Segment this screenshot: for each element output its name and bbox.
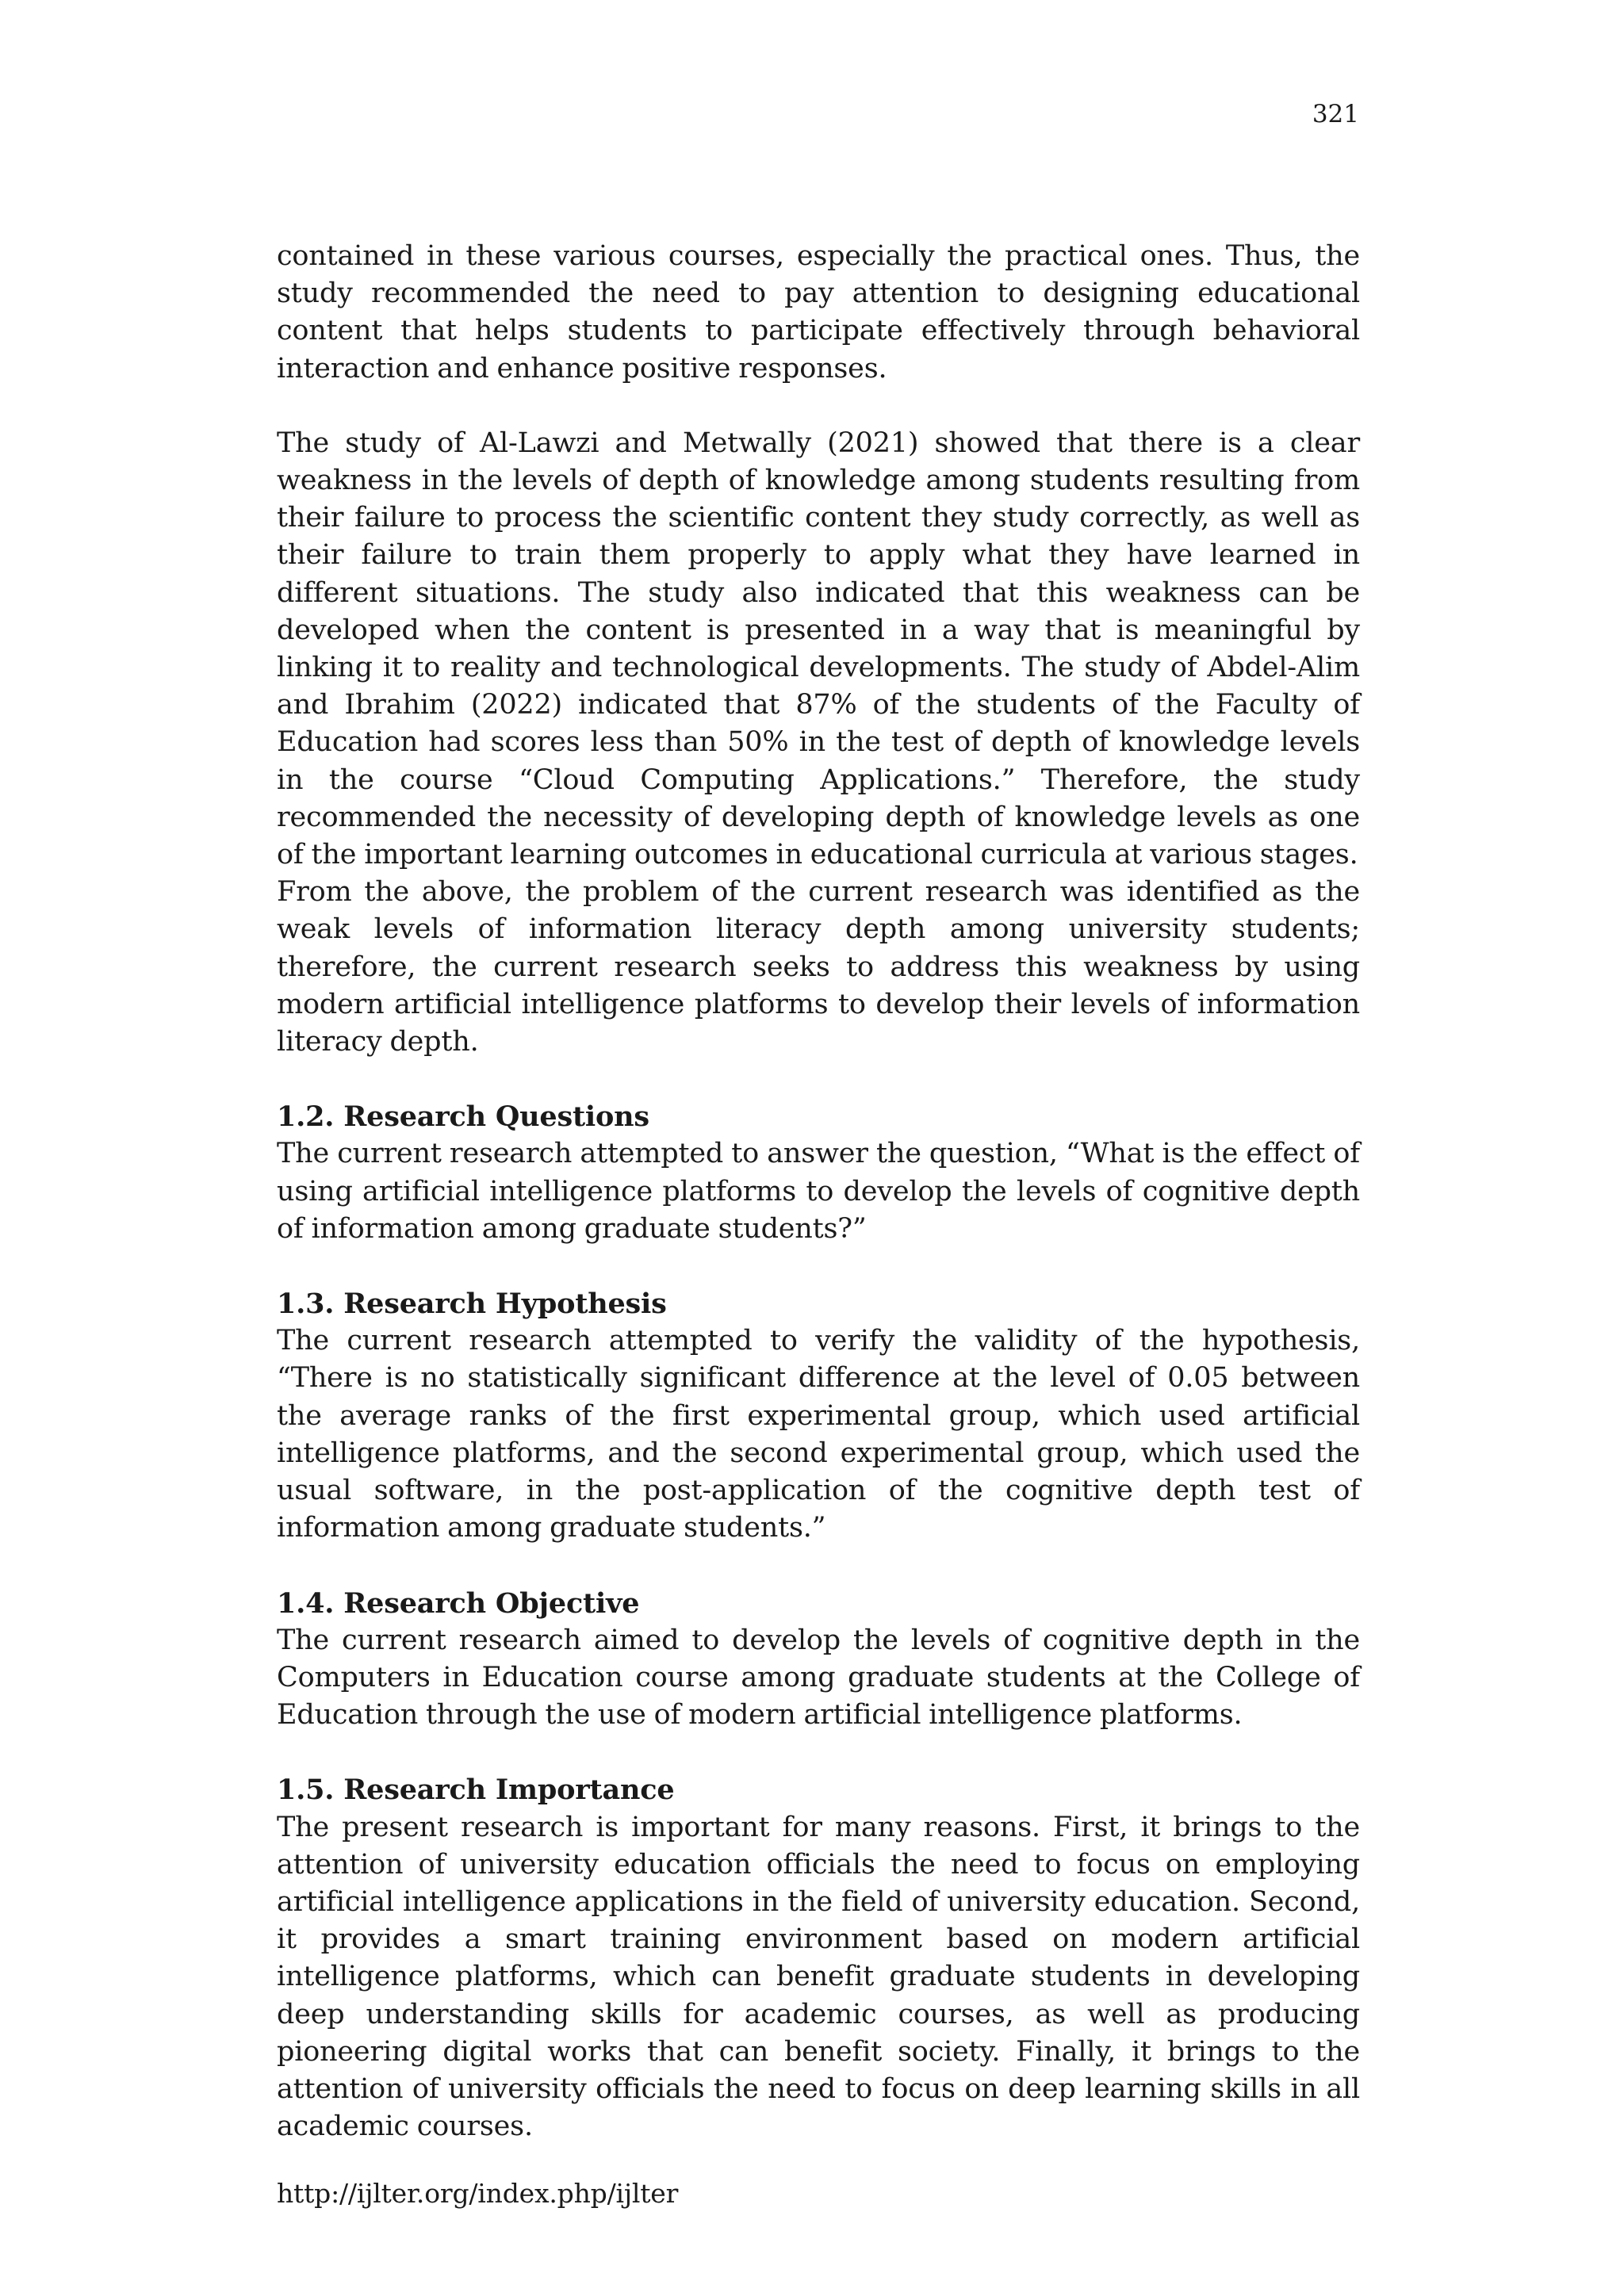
paragraph-problem-statement: From the above, the problem of the current research was identified as the weak levels of information literacy depth among university students; therefore, the current research seeks to address this weakness by using modern artificial intelligence platforms to develop their levels of information literacy depth. (277, 876, 1360, 1058)
section-heading: 1.4. Research Objective (277, 1586, 640, 1620)
section-body: The current research attempted to answer the question, “What is the effect of using artificial intelligence platforms to develop the levels of cognitive depth of information among graduate students?” (277, 1138, 1360, 1245)
paragraph-intro-continuation: contained in these various courses, especially the practical ones. Thus, the study recommended the need to pay attention to designing educational content that helps students to participate effectively through behavioral interaction and enhance positive responses. (277, 240, 1360, 385)
article-body (277, 238, 1360, 2145)
page-number: 321 (1312, 100, 1359, 128)
section-heading: 1.2. Research Questions (277, 1100, 649, 1134)
section-body: The present research is important for many reasons. First, it brings to the attention of university education officials the need to focus on employing artificial intelligence applications in the field of university education. Second, it provides a smart training environment based on modern artificial intelligence platforms, which can benefit graduate students in developing deep understanding skills for academic courses, as well as producing pioneering digital works that can benefit society. Finally, it brings to the attention of university officials the need to focus on deep learning skills in all academic courses. (277, 1811, 1360, 2143)
footer-url: http://ijlter.org/index.php/ijlter (277, 2178, 679, 2209)
section-research-objective (277, 1585, 1360, 1735)
section-heading: 1.3. Research Hypothesis (277, 1288, 667, 1321)
paragraph-prior-studies: The study of Al-Lawzi and Metwally (2021) showed that there is a clear weakness in the levels of depth of knowledge among students resulting from their failure to process the scientific content they study correctly, as well as their failure to train them properly to apply what they have learned in different situations. The study also indicated that this weakness can be developed when the content is presented in a way that is meaningful by linking it to reality and technological developments. The study of Abdel-Alim and Ibrahim (2022) indicated that 87% of the students of the Faculty of Education had scores less than 50% in the test of depth of knowledge levels in the course “Cloud Computing Applications.” Therefore, the study recommended the necessity of developing depth of knowledge levels as one of the important learning outcomes in educational curricula at various stages. (277, 427, 1360, 871)
section-body: The current research aimed to develop the levels of cognitive depth in the Computers in Education course among graduate students at the College of Education through the use of modern artificial intelligence platforms. (277, 1624, 1360, 1732)
section-heading: 1.5. Research Importance (277, 1774, 675, 1807)
section-research-importance (277, 1771, 1360, 2145)
section-research-hypothesis (277, 1285, 1360, 1547)
section-research-questions (277, 1098, 1360, 1248)
section-body: The current research attempted to verify the validity of the hypothesis, “There is no statistically significant difference at the level of 0.05 between the average ranks of the first experimental group, which used artificial intelligence platforms, and the second experimental group, which used the usual software, in the post-application of the cognitive depth test of information among graduate students.” (277, 1325, 1360, 1544)
